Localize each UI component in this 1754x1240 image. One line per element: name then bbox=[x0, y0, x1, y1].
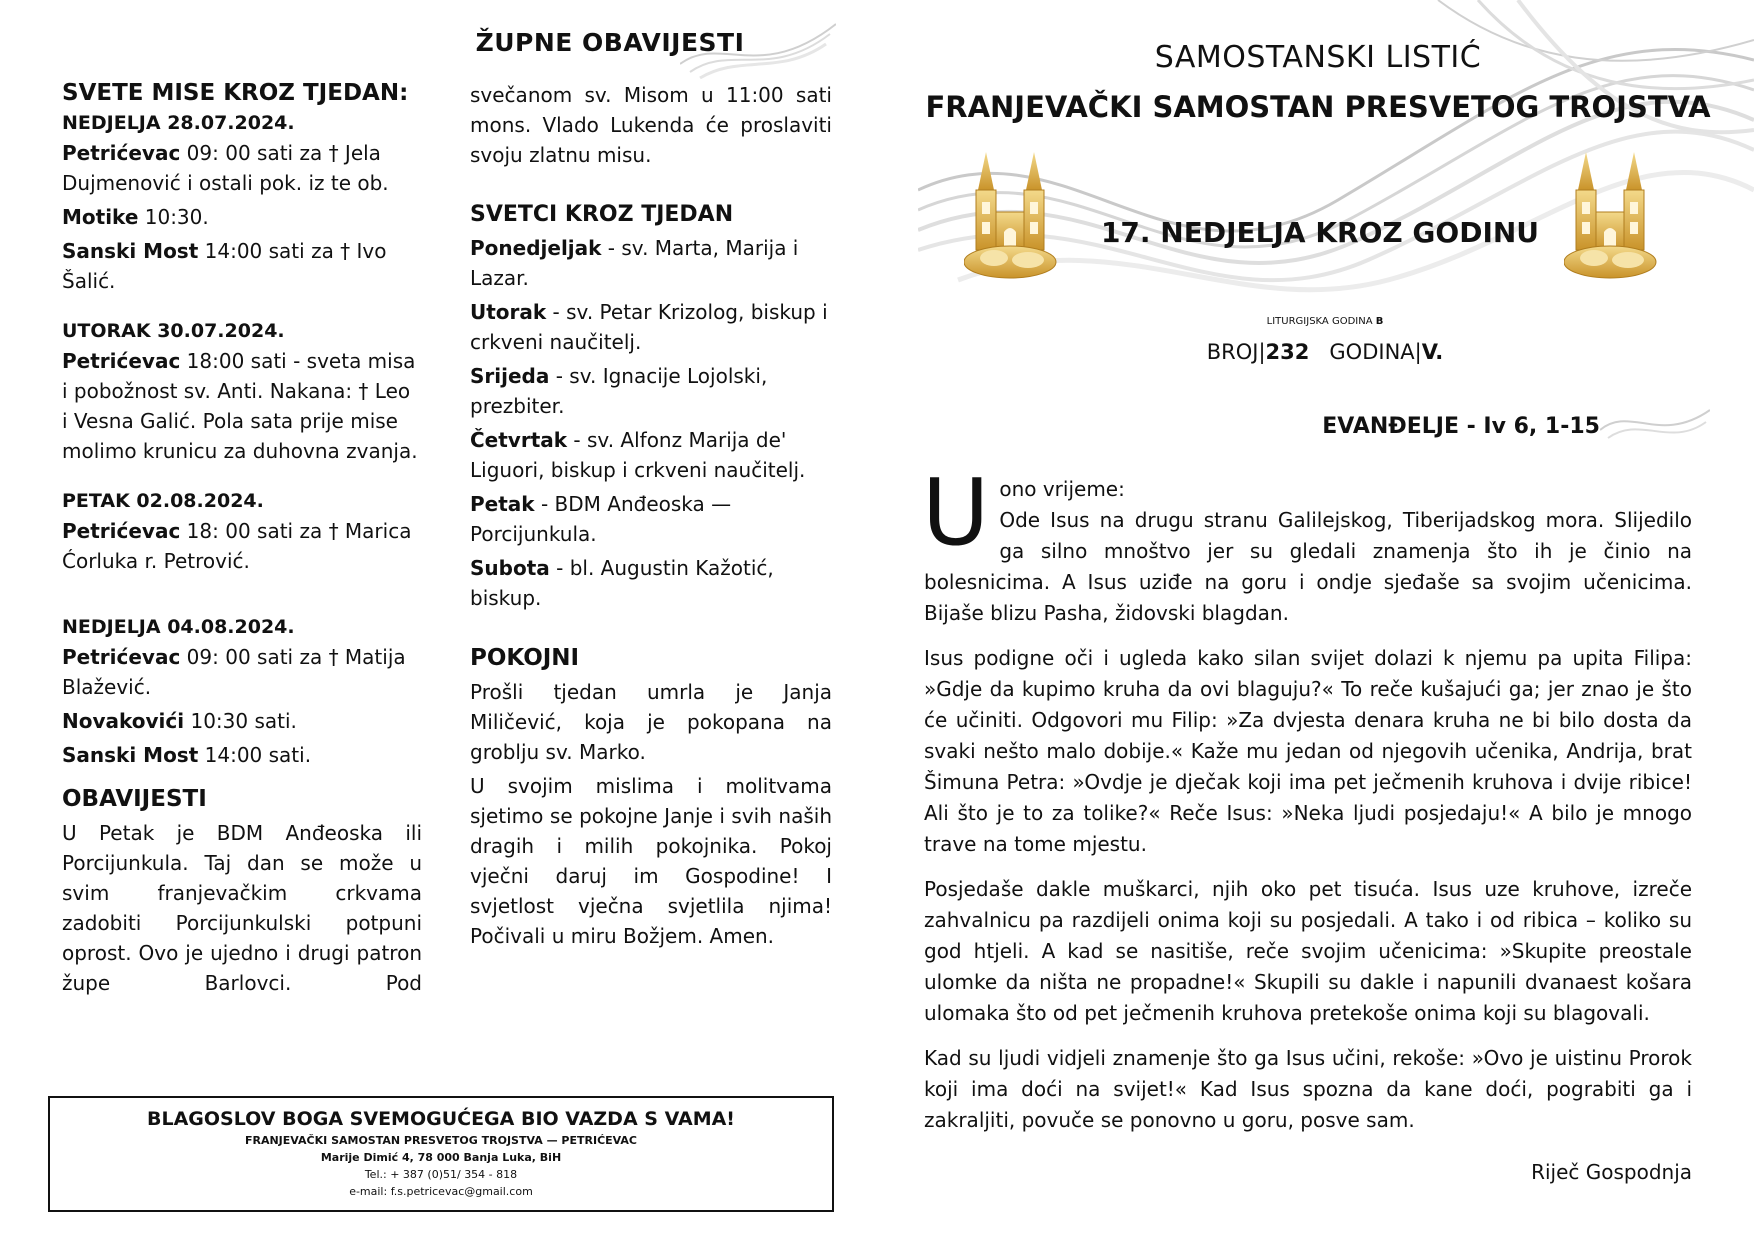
mass-entry: Motike 10:30. bbox=[62, 205, 209, 229]
mass-entry: Sanski Most 14:00 sati za † Ivo Šalić. bbox=[62, 239, 387, 293]
gospel-paragraph: Uono vrijeme: Ode Isus na drugu stranu Galilejskog, Tiberijadskog mora. Slijedilo ga silno mnoštvo jer su gledali znamenja što ih je činio na bolesnicima. A Isus uziđe na goru i ondje sjeđaše sa svojim učenicima. Bijaše blizu Pasha, židovski blagdan. bbox=[922, 459, 1692, 625]
deceased-prayer: U svojim mislima i molitvama sjetimo se pokojne Janje i svih naših dragih i milih pokojnika. Pokoj vječni daruj im Gospodine! I svjetlost vječna svjetlila njima! Počivali u miru Božjem. Amen. bbox=[470, 774, 832, 948]
notices-text: U Petak je BDM Anđeoska ili Porcijunkula. Taj dan se može u svim franjevačkim crkvama zadobiti Porcijunkulski potpuni oprost. Ovo je ujedno i drugi patron župe Barlovci. Pod bbox=[62, 821, 422, 995]
monastery-name: FRANJEVAČKI SAMOSTAN PRESVETOG TROJSTVA — PETRIĆEVAC bbox=[244, 1134, 638, 1147]
deceased-text: Prošli tjedan umrla je Janja Miličević, koja je pokopana na groblju sv. Marko. bbox=[470, 680, 832, 764]
blessing-text: BLAGOSLOV BOGA SVEMOGUĆEGA BIO VAZDA S VAMA! bbox=[147, 1108, 735, 1130]
parish-notices-title: ŽUPNE OBAVIJESTI bbox=[475, 28, 745, 57]
notices-heading: OBAVIJESTI bbox=[62, 786, 207, 812]
monastery-title: FRANJEVAČKI SAMOSTAN PRESVETOG TROJSTVA bbox=[925, 90, 1711, 124]
mass-entry: Sanski Most 14:00 sati. bbox=[62, 743, 312, 767]
right-column-left-page bbox=[470, 80, 832, 955]
gospel-reference: EVANĐELJE - Iv 6, 1-15 bbox=[1322, 414, 1600, 439]
deceased-heading: POKOJNI bbox=[470, 645, 580, 671]
mass-day-date: PETAK 02.08.2024. bbox=[62, 490, 264, 512]
saint-item: Srijeda - sv. Ignacije Lojolski, prezbiter. bbox=[470, 364, 768, 418]
mass-day-date: NEDJELJA 28.07.2024. bbox=[62, 112, 295, 134]
mass-entry: Novakovići 10:30 sati. bbox=[62, 709, 297, 733]
bulletin-title: SAMOSTANSKI LISTIĆ bbox=[1154, 40, 1482, 75]
saint-item: Četvrtak - sv. Alfonz Marija de' Liguori, biskup i crkveni naučitelj. bbox=[470, 428, 806, 482]
monastery-email: e-mail: f.s.petricevac@gmail.com bbox=[349, 1185, 533, 1198]
saint-item: Utorak - sv. Petar Krizolog, biskup i crkveni naučitelj. bbox=[470, 300, 828, 354]
gospel-paragraph: Kad su ljudi vidjeli znamenje što ga Isus učini, rekoše: »Ovo je uistinu Prorok koji ima doći na svijet!« Kad Isus spozna da kane doći, pograbiti ga i zakraljiti, povuče se ponovno u goru, posve sam. bbox=[924, 1046, 1692, 1132]
mass-entry: Petrićevac 18: 00 sati za † Marica Ćorluka r. Petrović. bbox=[62, 519, 412, 573]
liturgical-year: LITURGIJSKA GODINA B bbox=[1266, 316, 1384, 327]
closing-phrase: Riječ Gospodnja bbox=[1531, 1160, 1692, 1184]
saints-heading: SVETCI KROZ TJEDAN bbox=[470, 202, 734, 227]
monastery-address: Marije Dimić 4, 78 000 Banja Luka, BiH bbox=[320, 1151, 562, 1164]
mass-day-date: NEDJELJA 04.08.2024. bbox=[62, 616, 295, 638]
swirl-decoration-gospel bbox=[1600, 400, 1710, 450]
footer-box bbox=[48, 1096, 834, 1212]
mass-entry: Petrićevac 09: 00 sati za † Jela Dujmenović i ostali pok. iz te ob. bbox=[62, 141, 389, 195]
gospel-paragraph: Isus podigne oči i ugleda kako silan svijet dolazi k njemu pa upita Filipa: »Gdje da kupimo kruha da ovi blaguju?« To reče kušajući ga; jer znao je što će učiniti. Odgovori mu Filip: »Za dvjesta denara kruha ne bi bilo dosta da svaki nešto malo dobije.« Kaže mu jedan od njegovih učenika, Andrija, brat Šimuna Petra: »Ovdje je dječak koji ima pet ječmenih kruhova i dvije ribice! Ali što je to za tolike?« Reče Isus: »Neka ljudi posjedaju!« A bilo je mnogo trave na tome mjestu. bbox=[924, 646, 1692, 856]
mass-entry: Petrićevac 09: 00 sati za † Matija Blažević. bbox=[62, 645, 406, 699]
saint-item: Subota - bl. Augustin Kažotić, biskup. bbox=[470, 556, 774, 610]
saint-item: Petak - BDM Anđeoska — Porcijunkula. bbox=[470, 492, 732, 546]
gospel-dropcap: U bbox=[922, 459, 990, 566]
mass-day-date: UTORAK 30.07.2024. bbox=[62, 320, 285, 342]
gospel-text bbox=[922, 459, 1692, 1150]
mass-entry: Petrićevac 18:00 sati - sveta misa i pobožnost sv. Anti. Nakana: † Leo i Vesna Galić. Pola sata prije mise molimo krunicu za duhovna zvanja. bbox=[62, 349, 418, 463]
masses-heading: SVETE MISE KROZ TJEDAN: bbox=[62, 80, 409, 106]
left-column bbox=[62, 80, 422, 1002]
monastery-phone: Tel.: + 387 (0)51/ 354 - 818 bbox=[364, 1168, 518, 1181]
church-logo-icon-left bbox=[964, 150, 1064, 282]
issue-info: BROJ|232 GODINA|V. bbox=[1206, 340, 1444, 364]
gospel-paragraph: Posjedaše dakle muškarci, njih oko pet tisuća. Isus uze kruhove, izreče zahvalnicu pa razdijeli onima koji su posjedali. A tako i od ribica – koliko su god htjeli. A kad se nasitiše, reče svojim učenicima: »Skupite preostale ulomke da ništa ne propadne!« Skupili su dakle i napunili dvanaest košara ulomaka što od pet ječmenih kruhova pretekoše onima koji su blagovali. bbox=[924, 877, 1692, 1025]
sunday-title: 17. NEDJELJA KROZ GODINU bbox=[1100, 216, 1540, 249]
notices-text-continued: svečanom sv. Misom u 11:00 sati mons. Vlado Lukenda će proslaviti svoju zlatnu misu. bbox=[470, 83, 832, 167]
saint-item: Ponedjeljak - sv. Marta, Marija i Lazar. bbox=[470, 236, 799, 290]
